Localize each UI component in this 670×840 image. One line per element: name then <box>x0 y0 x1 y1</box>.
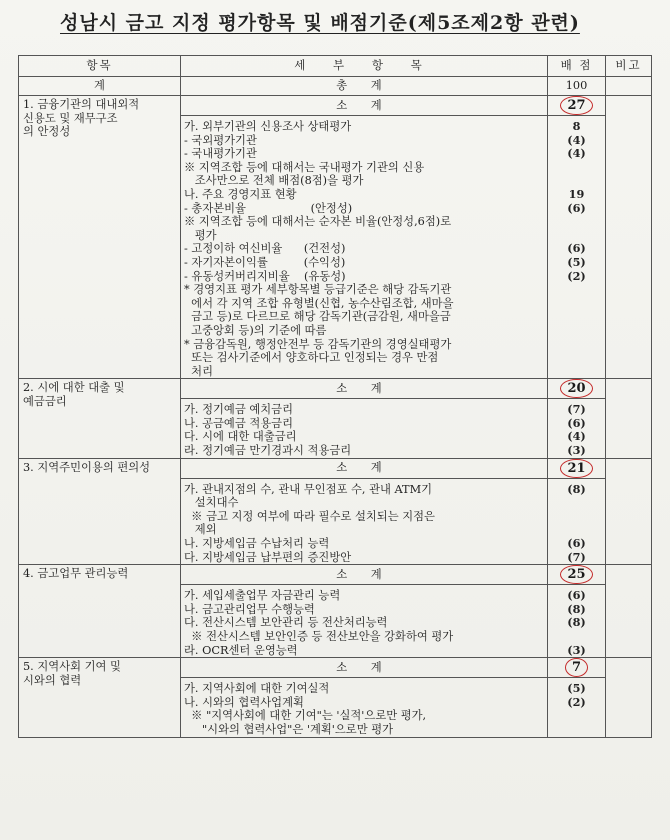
detail-line: 에서 각 지역 조합 유형별(신협, 농수산림조합, 새마을 <box>184 296 454 310</box>
detail-cell <box>181 399 548 458</box>
detail-line: - 자기자본이익률 (수익성) <box>184 255 346 269</box>
line-points: (4) <box>567 429 586 444</box>
line-points <box>551 310 602 324</box>
line-points <box>551 283 602 297</box>
header-row <box>19 56 652 77</box>
detail-line: 또는 검사기준에서 양호하다고 인정되는 경우 만점 <box>184 351 439 365</box>
detail-line: 나. 공금예금 적용금리 <box>184 416 293 430</box>
detail-line: ※ 금고 지정 여부에 따라 필수로 설치되는 지점은 <box>184 509 435 523</box>
total-label: 계 <box>19 77 181 96</box>
line-points <box>551 174 602 188</box>
subtotal-points-cell <box>548 658 606 678</box>
section-name: 3. 지역주민이용의 편의성 <box>19 458 181 565</box>
section-name: 4. 금고업무 관리능력 <box>19 565 181 658</box>
subtotal-label: 소 계 <box>181 458 548 478</box>
subtotal-label: 소 계 <box>181 96 548 116</box>
detail-line: 설치대수 <box>184 496 239 510</box>
line-points <box>551 324 602 338</box>
header-note: 비고 <box>606 56 652 77</box>
line-points: (7) <box>567 402 586 417</box>
line-points <box>551 523 602 537</box>
line-points <box>551 510 602 524</box>
document-title: 성남시 금고 지정 평가항목 및 배점기준(제5조제2항 관련) <box>60 12 580 34</box>
line-points: (5) <box>567 681 586 696</box>
note-cell <box>606 379 652 458</box>
line-points: (3) <box>567 642 586 657</box>
detail-line: ※ 전산시스템 보안인증 등 전산보안을 강화하여 평가 <box>184 630 454 643</box>
note-cell <box>606 458 652 565</box>
line-points: (7) <box>567 549 586 564</box>
header-item: 항목 <box>19 56 181 77</box>
header-detail: 세 부 항 목 <box>181 56 548 77</box>
line-points: (2) <box>567 268 586 283</box>
total-row <box>19 77 652 96</box>
evaluation-table <box>18 55 652 738</box>
line-points <box>551 161 602 175</box>
section-subtotal-row <box>19 96 652 116</box>
line-points <box>551 723 602 737</box>
line-points: (6) <box>567 241 586 256</box>
points-cell <box>548 678 606 737</box>
detail-line: 라. OCR센터 운영능력 <box>184 643 298 657</box>
total-points: 100 <box>548 77 606 96</box>
line-points <box>551 709 602 723</box>
section-name: 5. 지역사회 기여 및 시와의 협력 <box>19 658 181 737</box>
detail-line: 가. 지역사회에 대한 기여실적 <box>184 682 330 696</box>
detail-line: - 유동성커버리지비율 (유동성) <box>184 269 346 283</box>
detail-line: 금고 등)로 다르므로 해당 감독기관(금감원, 새마을금 <box>184 310 451 324</box>
detail-line: 나. 금고관리업무 수행능력 <box>184 602 315 616</box>
detail-line: 다. 지방세입금 납부편의 증진방안 <box>184 550 352 564</box>
detail-cell <box>181 585 548 658</box>
detail-line: * 금융감독원, 행정안전부 등 감독기관의 경영실태평가 <box>184 337 452 351</box>
detail-line: - 총자본비율 (안정성) <box>184 201 353 215</box>
subtotal-label: 소 계 <box>181 565 548 585</box>
line-points: (6) <box>567 536 586 551</box>
detail-line: 다. 전산시스템 보안관리 등 전산처리능력 <box>184 616 388 630</box>
detail-line: 가. 외부기관의 신용조사 상태평가 <box>184 120 352 133</box>
points-cell <box>548 478 606 565</box>
detail-line: 가. 관내지점의 수, 관내 무인점포 수, 관내 ATM기 <box>184 482 433 496</box>
header-points: 배 점 <box>548 56 606 77</box>
detail-line: 나. 지방세입금 수납처리 능력 <box>184 537 330 551</box>
line-points <box>551 351 602 365</box>
detail-line: 나. 시와의 협력사업계획 <box>184 695 304 709</box>
detail-line: 다. 시에 대한 대출금리 <box>184 430 297 444</box>
line-points: (8) <box>567 601 586 616</box>
subtotal-points-cell <box>548 458 606 478</box>
detail-line: ※ 지역조합 등에 대해서는 순자본 비율(안정성,6점)로 <box>184 215 452 229</box>
line-points: (6) <box>567 200 586 215</box>
subtotal-points-cell <box>548 565 606 585</box>
detail-line: 라. 정기예금 만기경과시 적용금리 <box>184 444 352 458</box>
line-points: 8 <box>572 119 581 133</box>
detail-line: "시와의 협력사업"은 '계획'으로만 평가 <box>184 722 394 736</box>
line-points: (6) <box>567 415 586 430</box>
line-points: (4) <box>567 132 586 147</box>
section-subtotal-row <box>19 458 652 478</box>
subtotal-points: 21 <box>560 459 592 478</box>
total-detail: 총 계 <box>181 77 548 96</box>
line-points: (2) <box>567 694 586 709</box>
detail-line: 고중앙회 등)의 기준에 따름 <box>184 323 327 337</box>
line-points <box>551 297 602 311</box>
section-subtotal-row <box>19 565 652 585</box>
subtotal-label: 소 계 <box>181 379 548 399</box>
points-cell <box>548 116 606 379</box>
detail-line: - 국외평가기관 <box>184 133 257 147</box>
subtotal-points-cell <box>548 96 606 116</box>
subtotal-points: 7 <box>565 658 588 677</box>
line-points: (6) <box>567 588 586 603</box>
detail-line: ※ 지역조합 등에 대해서는 국내평가 기관의 신용 <box>184 160 425 174</box>
total-note <box>606 77 652 96</box>
line-points: (4) <box>567 146 586 161</box>
detail-line: - 고정이하 여신비율 (건전성) <box>184 242 346 256</box>
subtotal-points-cell <box>548 379 606 399</box>
line-points: (8) <box>567 615 586 630</box>
subtotal-points: 25 <box>560 565 592 584</box>
points-cell <box>548 585 606 658</box>
line-points <box>551 496 602 510</box>
detail-line: 처리 <box>184 364 214 378</box>
points-cell <box>548 399 606 458</box>
line-points <box>551 229 602 243</box>
line-points: (3) <box>567 443 586 458</box>
detail-line: 나. 주요 경영지표 현황 <box>184 187 297 201</box>
note-cell <box>606 96 652 379</box>
line-points: (8) <box>567 481 586 496</box>
line-points <box>551 338 602 352</box>
note-cell <box>606 565 652 658</box>
section-name: 2. 시에 대한 대출 및 예금금리 <box>19 379 181 458</box>
note-cell <box>606 658 652 737</box>
detail-line: 가. 세입세출업무 자금관리 능력 <box>184 589 341 603</box>
section-name: 1. 금융기관의 대내외적 신용도 및 재무구조 의 안정성 <box>19 96 181 379</box>
section-subtotal-row <box>19 658 652 678</box>
subtotal-points: 27 <box>560 96 592 115</box>
line-points <box>551 630 602 644</box>
detail-line: 조사만으로 전체 배점(8점)을 평가 <box>184 174 364 188</box>
detail-line: - 국내평가기관 <box>184 147 257 161</box>
line-points: 19 <box>568 186 585 201</box>
subtotal-label: 소 계 <box>181 658 548 678</box>
subtotal-points: 20 <box>560 379 592 398</box>
detail-cell <box>181 678 548 737</box>
detail-line: 평가 <box>184 228 217 242</box>
detail-line: * 경영지표 평가 세부항목별 등급기준은 해당 감독기관 <box>184 283 452 297</box>
line-points <box>551 365 602 379</box>
detail-line: 제외 <box>184 523 217 537</box>
detail-cell <box>181 116 548 379</box>
detail-line: ※ "지역사회에 대한 기여"는 '실적'으로만 평가, <box>184 709 427 723</box>
section-subtotal-row <box>19 379 652 399</box>
line-points: (5) <box>567 254 586 269</box>
detail-cell <box>181 478 548 565</box>
detail-line: 가. 정기예금 예치금리 <box>184 403 293 417</box>
line-points <box>551 215 602 229</box>
